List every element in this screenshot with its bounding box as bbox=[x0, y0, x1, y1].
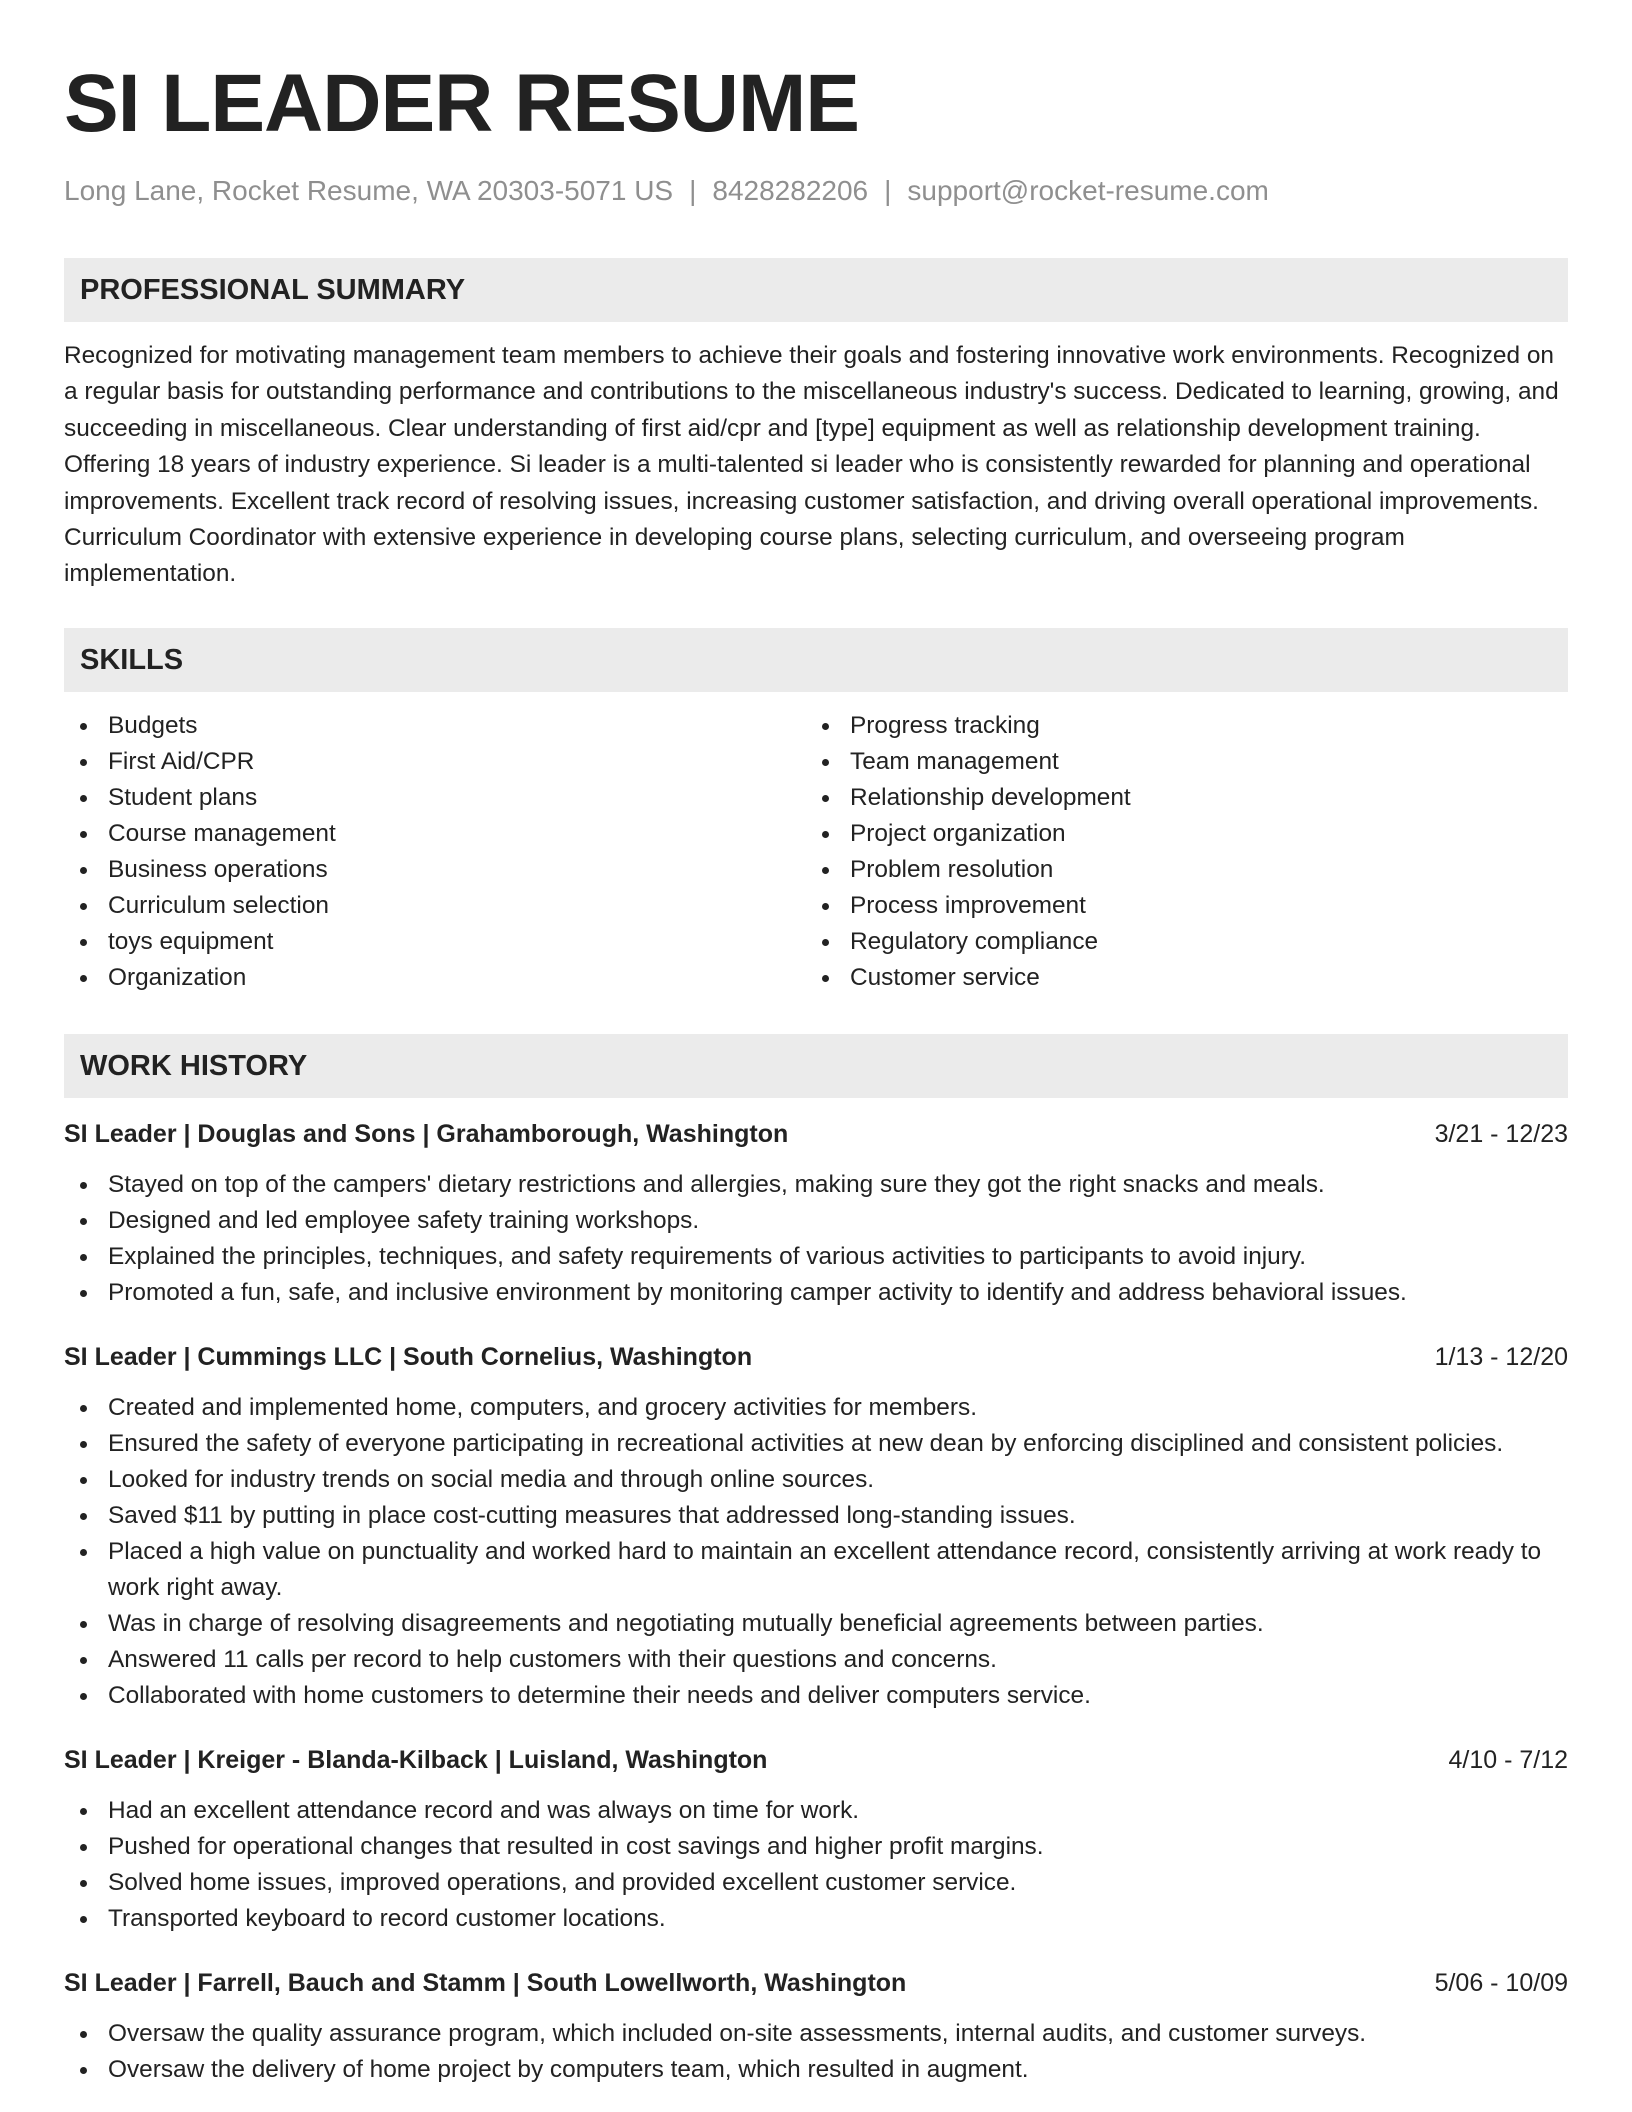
skills-list bbox=[64, 708, 1568, 996]
job-title: SI Leader | Kreiger - Blanda-Kilback | Luisland, Washington bbox=[64, 1745, 768, 1774]
list-item: Saved $11 by putting in place cost-cutting measures that addressed long-standing issues. bbox=[64, 1498, 1568, 1534]
list-item: Regulatory compliance bbox=[806, 924, 1548, 960]
list-item: Student plans bbox=[64, 780, 806, 816]
contact-separator: | bbox=[884, 175, 892, 206]
list-item: Looked for industry trends on social media and through online sources. bbox=[64, 1462, 1568, 1498]
job-header bbox=[64, 1742, 1568, 1778]
list-item: Process improvement bbox=[806, 888, 1548, 924]
contact-phone: 8428282206 bbox=[712, 175, 869, 206]
list-item: Customer service bbox=[806, 960, 1548, 996]
list-item: First Aid/CPR bbox=[64, 744, 806, 780]
list-item: Answered 11 calls per record to help customers with their questions and concerns. bbox=[64, 1642, 1568, 1678]
job-header bbox=[64, 1339, 1568, 1375]
list-item: Project organization bbox=[806, 816, 1548, 852]
contact-email: support@rocket-resume.com bbox=[907, 175, 1269, 206]
list-item: Organization bbox=[64, 960, 806, 996]
list-item: Relationship development bbox=[806, 780, 1548, 816]
list-item: Had an excellent attendance record and was always on time for work. bbox=[64, 1793, 1568, 1829]
list-item: Designed and led employee safety training workshops. bbox=[64, 1203, 1568, 1239]
job-dates: 1/13 - 12/20 bbox=[1434, 1342, 1568, 1371]
list-item: Placed a high value on punctuality and worked hard to maintain an excellent attendance record, consistently arriving at work ready to work right away. bbox=[64, 1534, 1568, 1606]
skills-column-left bbox=[64, 708, 806, 996]
list-item: Oversaw the quality assurance program, which included on-site assessments, internal audits, and customer surveys. bbox=[64, 2016, 1568, 2052]
job-entry bbox=[64, 1116, 1568, 1311]
list-item: Ensured the safety of everyone participating in recreational activities at new dean by enforcing disciplined and consistent policies. bbox=[64, 1426, 1568, 1462]
list-item: Course management bbox=[64, 816, 806, 852]
section-header-work-history: WORK HISTORY bbox=[64, 1034, 1568, 1098]
list-item: Collaborated with home customers to determine their needs and deliver computers service. bbox=[64, 1678, 1568, 1714]
job-dates: 5/06 - 10/09 bbox=[1434, 1968, 1568, 1997]
list-item: Stayed on top of the campers' dietary restrictions and allergies, making sure they got the right snacks and meals. bbox=[64, 1167, 1568, 1203]
job-entry bbox=[64, 1339, 1568, 1714]
list-item: toys equipment bbox=[64, 924, 806, 960]
job-bullet-list bbox=[64, 1793, 1568, 1937]
job-title: SI Leader | Douglas and Sons | Grahamborough, Washington bbox=[64, 1119, 789, 1148]
list-item: Promoted a fun, safe, and inclusive environment by monitoring camper activity to identify and address behavioral issues. bbox=[64, 1275, 1568, 1311]
work-history-list bbox=[64, 1116, 1568, 2088]
list-item: Created and implemented home, computers, and grocery activities for members. bbox=[64, 1390, 1568, 1426]
contact-separator: | bbox=[689, 175, 697, 206]
section-header-skills: SKILLS bbox=[64, 628, 1568, 692]
list-item: Curriculum selection bbox=[64, 888, 806, 924]
list-item: Was in charge of resolving disagreements and negotiating mutually beneficial agreements between parties. bbox=[64, 1606, 1568, 1642]
job-dates: 3/21 - 12/23 bbox=[1434, 1119, 1568, 1148]
job-title: SI Leader | Farrell, Bauch and Stamm | South Lowellworth, Washington bbox=[64, 1968, 907, 1997]
professional-summary-text: Recognized for motivating management team members to achieve their goals and fostering innovative work environments. Recognized on a regular basis for outstanding performance and contributions to the miscellaneous industry's success. Dedicated to learning, growing, and succeeding in miscellaneous. Clear understanding of first aid/cpr and [type] equipment as well as relationship development training. Offering 18 years of industry experience. Si leader is a multi-talented si leader who is consistently rewarded for planning and operational improvements. Excellent track record of resolving issues, increasing customer satisfaction, and driving overall operational improvements. Curriculum Coordinator with extensive experience in developing course plans, selecting curriculum, and overseeing program implementation. bbox=[64, 342, 1559, 588]
list-item: Problem resolution bbox=[806, 852, 1548, 888]
contact-address: Long Lane, Rocket Resume, WA 20303-5071 US bbox=[64, 175, 674, 206]
job-header bbox=[64, 1116, 1568, 1152]
job-entry bbox=[64, 1742, 1568, 1937]
list-item: Team management bbox=[806, 744, 1548, 780]
list-item: Progress tracking bbox=[806, 708, 1548, 744]
job-dates: 4/10 - 7/12 bbox=[1448, 1745, 1568, 1774]
job-title: SI Leader | Cummings LLC | South Cornelius, Washington bbox=[64, 1342, 753, 1371]
contact-line bbox=[64, 174, 1568, 208]
resume-title: SI LEADER RESUME bbox=[64, 58, 859, 149]
list-item: Business operations bbox=[64, 852, 806, 888]
job-entry bbox=[64, 1965, 1568, 2088]
list-item: Transported keyboard to record customer locations. bbox=[64, 1901, 1568, 1937]
section-header-professional-summary: PROFESSIONAL SUMMARY bbox=[64, 258, 1568, 322]
list-item: Budgets bbox=[64, 708, 806, 744]
list-item: Solved home issues, improved operations, and provided excellent customer service. bbox=[64, 1865, 1568, 1901]
job-header bbox=[64, 1965, 1568, 2001]
list-item: Pushed for operational changes that resulted in cost savings and higher profit margins. bbox=[64, 1829, 1568, 1865]
job-bullet-list bbox=[64, 1167, 1568, 1311]
job-bullet-list bbox=[64, 2016, 1568, 2088]
list-item: Explained the principles, techniques, and safety requirements of various activities to participants to avoid injury. bbox=[64, 1239, 1568, 1275]
list-item: Oversaw the delivery of home project by computers team, which resulted in augment. bbox=[64, 2052, 1568, 2088]
skills-column-right bbox=[806, 708, 1548, 996]
job-bullet-list bbox=[64, 1390, 1568, 1714]
